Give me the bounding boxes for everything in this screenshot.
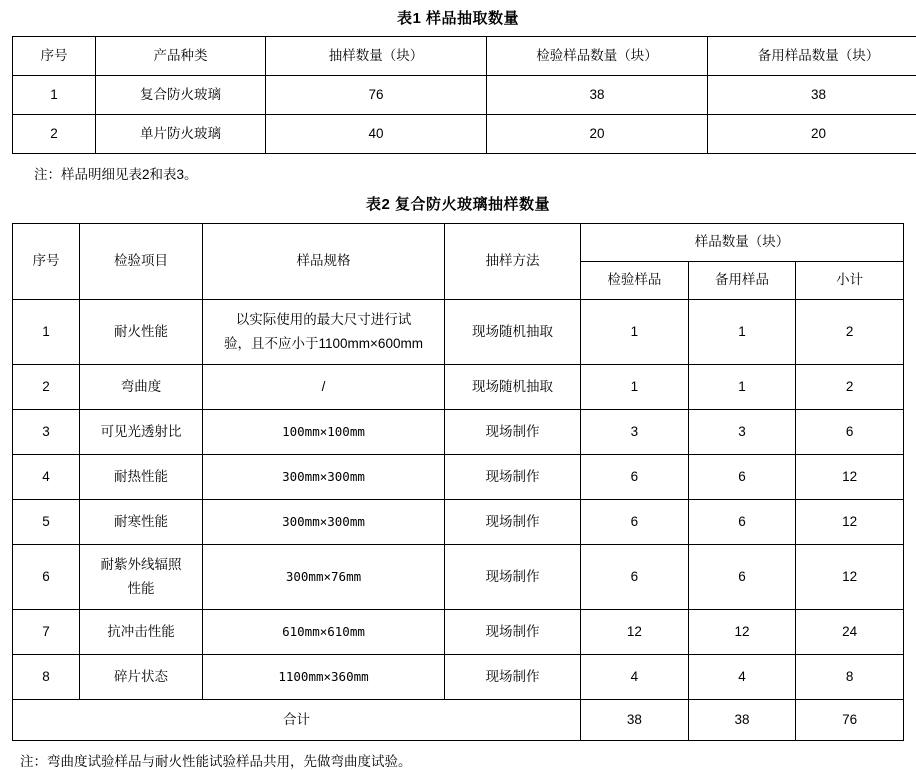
table2-cell-total: 6 [796,410,904,455]
table2-cell-method: 现场制作 [445,410,581,455]
table2-cell-spec: 100mm×100mm [203,410,445,455]
table1-cell-spare-qty: 38 [708,76,916,115]
table2-cell-method: 现场随机抽取 [445,365,581,410]
composite-fireproof-glass-sampling-table [12,223,904,741]
table2-cell-item: 耐热性能 [80,455,203,500]
table2-summary-total: 76 [796,700,904,741]
table2-cell-method: 现场制作 [445,545,581,610]
table2-cell-spec [203,300,445,365]
table1-cell-inspect-qty: 38 [487,76,708,115]
table2-cell-spec: 300mm×76mm [203,545,445,610]
table2-note: 注：弯曲度试验样品与耐火性能试验样品共用，先做弯曲度试验。 [20,750,904,770]
table2-cell-method: 现场制作 [445,455,581,500]
table2-cell-spec: 300mm×300mm [203,455,445,500]
table2-header-sample-qty-group: 样品数量（块） [581,224,904,262]
table2-cell-inspect: 1 [581,365,689,410]
table-row [13,455,904,500]
item-line-1: 耐紫外线辐照 [82,553,200,577]
table2-cell-spec: / [203,365,445,410]
table1-header-sampling-qty: 抽样数量（块） [266,37,487,76]
table2-cell-inspect: 6 [581,545,689,610]
table2-cell-spare: 12 [688,610,796,655]
table1-cell-sampling-qty: 76 [266,76,487,115]
table1-header-spare-qty: 备用样品数量（块） [708,37,916,76]
table1-cell-index: 2 [13,115,96,154]
table-row [13,76,916,115]
spec-line-2: 验，且不应小于1100mm×600mm [213,332,434,356]
table-row [13,300,904,365]
table2-cell-item [80,545,203,610]
table2-cell-index: 3 [13,410,80,455]
table2-header-inspect-sample: 检验样品 [581,262,689,300]
table-row [13,365,904,410]
table2-cell-spare: 1 [688,365,796,410]
table2-cell-inspect: 12 [581,610,689,655]
table2-cell-index: 6 [13,545,80,610]
table2-cell-index: 4 [13,455,80,500]
table2-title: 表2 复合防火玻璃抽样数量 [12,193,904,214]
table2-cell-spare: 6 [688,455,796,500]
table2-header-spare-sample: 备用样品 [688,262,796,300]
table-header-row [13,224,904,262]
table2-cell-item: 耐寒性能 [80,500,203,545]
table2-cell-spec: 300mm×300mm [203,500,445,545]
table2-cell-method: 现场制作 [445,500,581,545]
table1-cell-product-type: 单片防火玻璃 [96,115,266,154]
table-row [13,610,904,655]
table2-cell-method: 现场制作 [445,610,581,655]
table2-summary-label: 合计 [13,700,581,741]
table2-cell-index: 7 [13,610,80,655]
table1-note: 注：样品明细见表2和表3。 [34,163,904,183]
table2-summary-spare: 38 [688,700,796,741]
table-row [13,410,904,455]
table2-cell-spare: 3 [688,410,796,455]
table-row [13,115,916,154]
table1-cell-product-type: 复合防火玻璃 [96,76,266,115]
table2-cell-total: 12 [796,500,904,545]
table2-header-sample-spec: 样品规格 [203,224,445,300]
table2-cell-total: 12 [796,545,904,610]
table-row [13,500,904,545]
table2-header-inspection-item: 检验项目 [80,224,203,300]
table2-cell-spare: 6 [688,500,796,545]
table2-cell-spec: 1100mm×360mm [203,655,445,700]
table2-cell-index: 2 [13,365,80,410]
table1-header-product-type: 产品种类 [96,37,266,76]
table1-cell-index: 1 [13,76,96,115]
table1-header-index: 序号 [13,37,96,76]
table2-header-sampling-method: 抽样方法 [445,224,581,300]
table2-cell-item: 耐火性能 [80,300,203,365]
table2-cell-total: 12 [796,455,904,500]
table1-title: 表1 样品抽取数量 [12,7,904,28]
table2-summary-inspect: 38 [581,700,689,741]
table2-cell-index: 8 [13,655,80,700]
table2-cell-total: 8 [796,655,904,700]
table1-cell-inspect-qty: 20 [487,115,708,154]
spec-line-1: 以实际使用的最大尺寸进行试 [213,308,434,332]
table2-cell-spare: 1 [688,300,796,365]
table2-cell-spare: 4 [688,655,796,700]
table2-cell-spec: 610mm×610mm [203,610,445,655]
table-summary-row [13,700,904,741]
table2-cell-method: 现场随机抽取 [445,300,581,365]
table2-cell-item: 抗冲击性能 [80,610,203,655]
table2-cell-total: 2 [796,365,904,410]
table-row [13,655,904,700]
table2-cell-inspect: 6 [581,455,689,500]
table2-cell-inspect: 1 [581,300,689,365]
document-page [0,7,916,752]
table2-cell-method: 现场制作 [445,655,581,700]
table2-cell-total: 2 [796,300,904,365]
table2-cell-item: 碎片状态 [80,655,203,700]
table1-cell-sampling-qty: 40 [266,115,487,154]
table-header-row [13,37,916,76]
table2-cell-total: 24 [796,610,904,655]
table2-cell-index: 1 [13,300,80,365]
table2-cell-inspect: 3 [581,410,689,455]
table2-cell-inspect: 6 [581,500,689,545]
table-row [13,545,904,610]
table2-cell-item: 可见光透射比 [80,410,203,455]
table1-header-inspect-qty: 检验样品数量（块） [487,37,708,76]
table1-cell-spare-qty: 20 [708,115,916,154]
table2-header-subtotal: 小计 [796,262,904,300]
table2-cell-index: 5 [13,500,80,545]
table2-header-index: 序号 [13,224,80,300]
table2-cell-item: 弯曲度 [80,365,203,410]
item-line-2: 性能 [82,577,200,601]
table2-cell-inspect: 4 [581,655,689,700]
sample-quantity-table [12,36,916,154]
table2-cell-spare: 6 [688,545,796,610]
